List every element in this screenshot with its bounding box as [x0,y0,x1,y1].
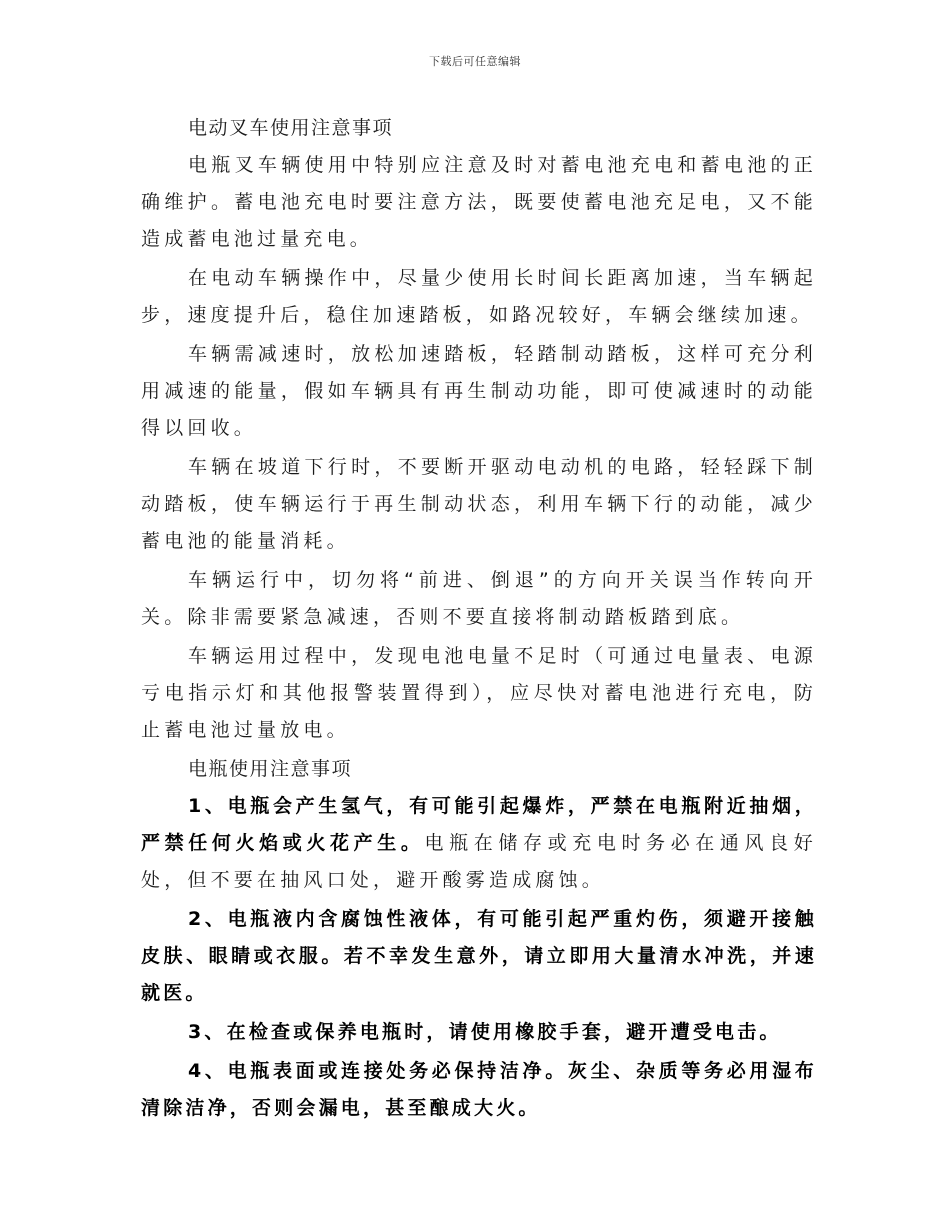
battery-item-hydrogen-detail: 电瓶在储存或充电时务必在通风良好处，但不要在抽风口处，避开酸雾造成腐蚀。 [141,832,817,891]
battery-item-clean-warning: 4、电瓶表面或连接处务必保持洁净。灰尘、杂质等务必用湿布清除洁净，否则会漏电，甚至酿成大火。 [141,1060,817,1119]
battery-item-hydrogen [141,788,817,899]
paragraph-direction-switch: 车辆运行中，切勿将“前进、倒退”的方向开关误当作转向开关。除非需要紧急减速，否则不要直接将制动踏板踏到底。 [141,569,817,628]
paragraph-downhill: 车辆在坡道下行时，不要断开驱动电动机的电路，轻轻踩下制动踏板，使车辆运行于再生制动状态，利用车辆下行的动能，减少蓄电池的能量消耗。 [141,456,817,552]
document-title: 电动叉车使用注意事项 [188,117,394,139]
document-body [141,110,817,1129]
page-header-note: 下载后可任意编辑 [429,55,521,68]
paragraph-deceleration: 车辆需减速时，放松加速踏板，轻踏制动踏板，这样可充分利用减速的能量，假如车辆具有再生制动功能，即可使减速时的动能得以回收。 [141,343,817,439]
paragraph-charging: 电瓶叉车辆使用中特别应注意及时对蓄电池充电和蓄电池的正确维护。蓄电池充电时要注意方法，既要使蓄电池充足电，又不能造成蓄电池过量充电。 [141,154,817,250]
battery-item-hydrogen-warning: 1、电瓶会产生氢气，有可能引起爆炸，严禁在电瓶附近抽烟，严禁任何火焰或火花产生。 [141,795,817,854]
paragraph-acceleration: 在电动车辆操作中，尽量少使用长时间长距离加速，当车辆起步，速度提升后，稳住加速踏板，如路况较好，车辆会继续加速。 [141,267,817,326]
section-title-battery: 电瓶使用注意事项 [188,758,353,780]
paragraph-low-battery: 车辆运用过程中，发现电池电量不足时（可通过电量表、电源亏电指示灯和其他报警装置得到），应尽快对蓄电池进行充电，防止蓄电池过量放电。 [141,645,817,741]
battery-item-corrosive-warning: 2、电瓶液内含腐蚀性液体，有可能引起严重灼伤，须避开接触皮肤、眼睛或衣服。若不幸发生意外，请立即用大量清水冲洗，并速就医。 [141,908,817,1004]
battery-item-gloves [141,1014,817,1051]
battery-item-gloves-warning: 3、在检查或保养电瓶时，请使用橡胶手套，避开遭受电击。 [188,1021,782,1043]
battery-item-corrosive [141,901,817,1012]
battery-item-clean [141,1053,817,1127]
